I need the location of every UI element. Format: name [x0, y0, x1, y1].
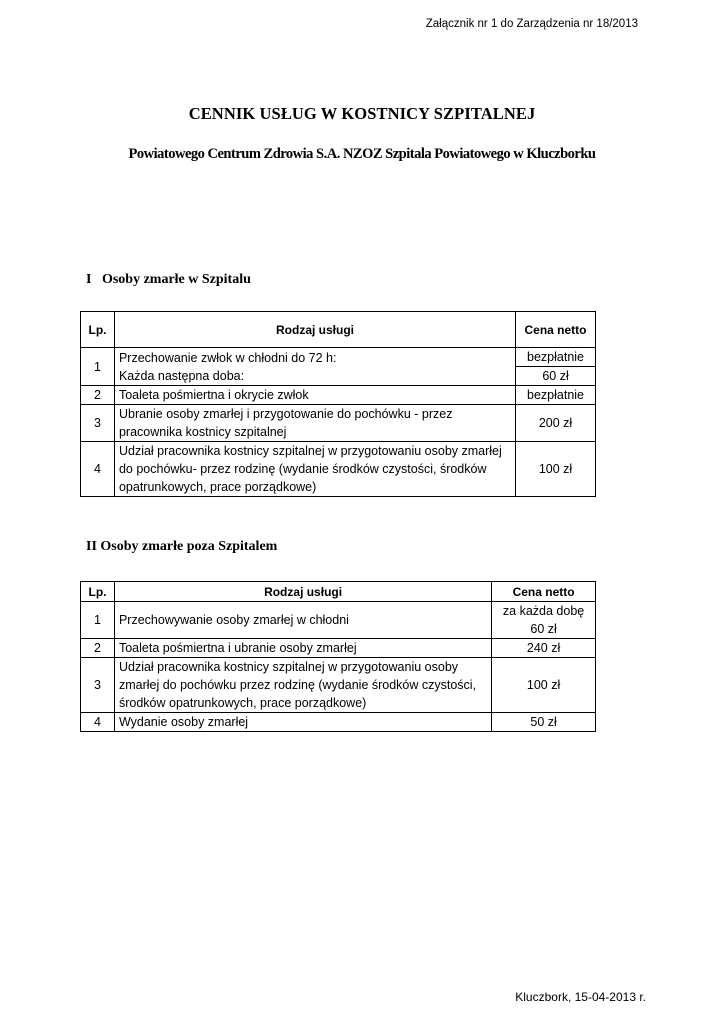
- row-service: Ubranie osoby zmarłej i przygotowanie do pochówku - przez pracownika kostnicy szpitalnej: [114, 405, 515, 442]
- attachment-note: Załącznik nr 1 do Zarządzenia nr 18/2013: [425, 18, 638, 30]
- row-lp: 2: [81, 639, 115, 658]
- row-lp: 3: [81, 658, 115, 713]
- table-row: [81, 348, 596, 367]
- row-price: [492, 602, 596, 639]
- service-line: Każda następna doba:: [118, 368, 245, 383]
- price-line: 60 zł: [530, 622, 557, 636]
- row-price: 200 zł: [516, 405, 596, 442]
- row-price: 50 zł: [492, 713, 596, 732]
- row-lp: 1: [81, 348, 115, 386]
- row-service: Udział pracownika kostnicy szpitalnej w przygotowaniu osoby zmarłej do pochówku przez rodzinę (wydanie środków czystości, środków opatrunkowych, prace porządkowe): [114, 658, 491, 713]
- section-1-heading: I Osoby zmarłe w Szpitalu: [86, 272, 251, 287]
- row-lp: 4: [81, 713, 115, 732]
- header-price: [516, 312, 596, 348]
- header-lp: Lp.: [81, 582, 115, 602]
- row-price: bezpłatnie: [516, 386, 596, 405]
- row-service: Wydanie osoby zmarłej: [114, 713, 491, 732]
- row-price: 240 zł: [492, 639, 596, 658]
- row-price: 100 zł: [516, 442, 596, 497]
- row-service: [114, 348, 515, 386]
- price-table-hospital: [80, 311, 596, 497]
- header-service: Rodzaj usługi: [114, 312, 515, 348]
- row-price: 100 zł: [492, 658, 596, 713]
- header-price-label: Cena netto: [524, 322, 587, 337]
- table-header-row: [81, 312, 596, 348]
- table-row: [81, 713, 596, 732]
- row-service: Toaleta pośmiertna i okrycie zwłok: [114, 386, 515, 405]
- document-title: CENNIK USŁUG W KOSTNICY SZPITALNEJ: [188, 104, 536, 123]
- row-price: 60 zł: [516, 367, 596, 386]
- table-row: [81, 658, 596, 713]
- table-row: [81, 442, 596, 497]
- table-row: [81, 405, 596, 442]
- document-subtitle: Powiatowego Centrum Zdrowia S.A. NZOZ Szpitala Powiatowego w Kluczborku: [128, 146, 596, 162]
- row-price: bezpłatnie: [516, 348, 596, 367]
- row-lp: 1: [81, 602, 115, 639]
- header-service: Rodzaj usługi: [114, 582, 491, 602]
- row-service: Przechowywanie osoby zmarłej w chłodni: [114, 602, 491, 639]
- row-lp: 3: [81, 405, 115, 442]
- table-row: [81, 639, 596, 658]
- row-lp: 2: [81, 386, 115, 405]
- row-lp: 4: [81, 442, 115, 497]
- header-lp: Lp.: [81, 312, 115, 348]
- table-row: [81, 386, 596, 405]
- place-date: Kluczbork, 15-04-2013 r.: [515, 990, 646, 1004]
- price-line: za każda dobę: [502, 604, 585, 618]
- row-service: Toaleta pośmiertna i ubranie osoby zmarłej: [114, 639, 491, 658]
- table-header-row: [81, 582, 596, 602]
- header-price: Cena netto: [492, 582, 596, 602]
- service-line: Przechowanie zwłok w chłodni do 72 h:: [118, 350, 337, 365]
- row-service: Udział pracownika kostnicy szpitalnej w przygotowaniu osoby zmarłej do pochówku- przez rodzinę (wydanie środków czystości, środków opatrunkowych, prace porządkowe): [114, 442, 515, 497]
- table-row: [81, 602, 596, 639]
- section-2-heading: II Osoby zmarłe poza Szpitalem: [86, 539, 278, 554]
- price-table-outside: [80, 581, 596, 732]
